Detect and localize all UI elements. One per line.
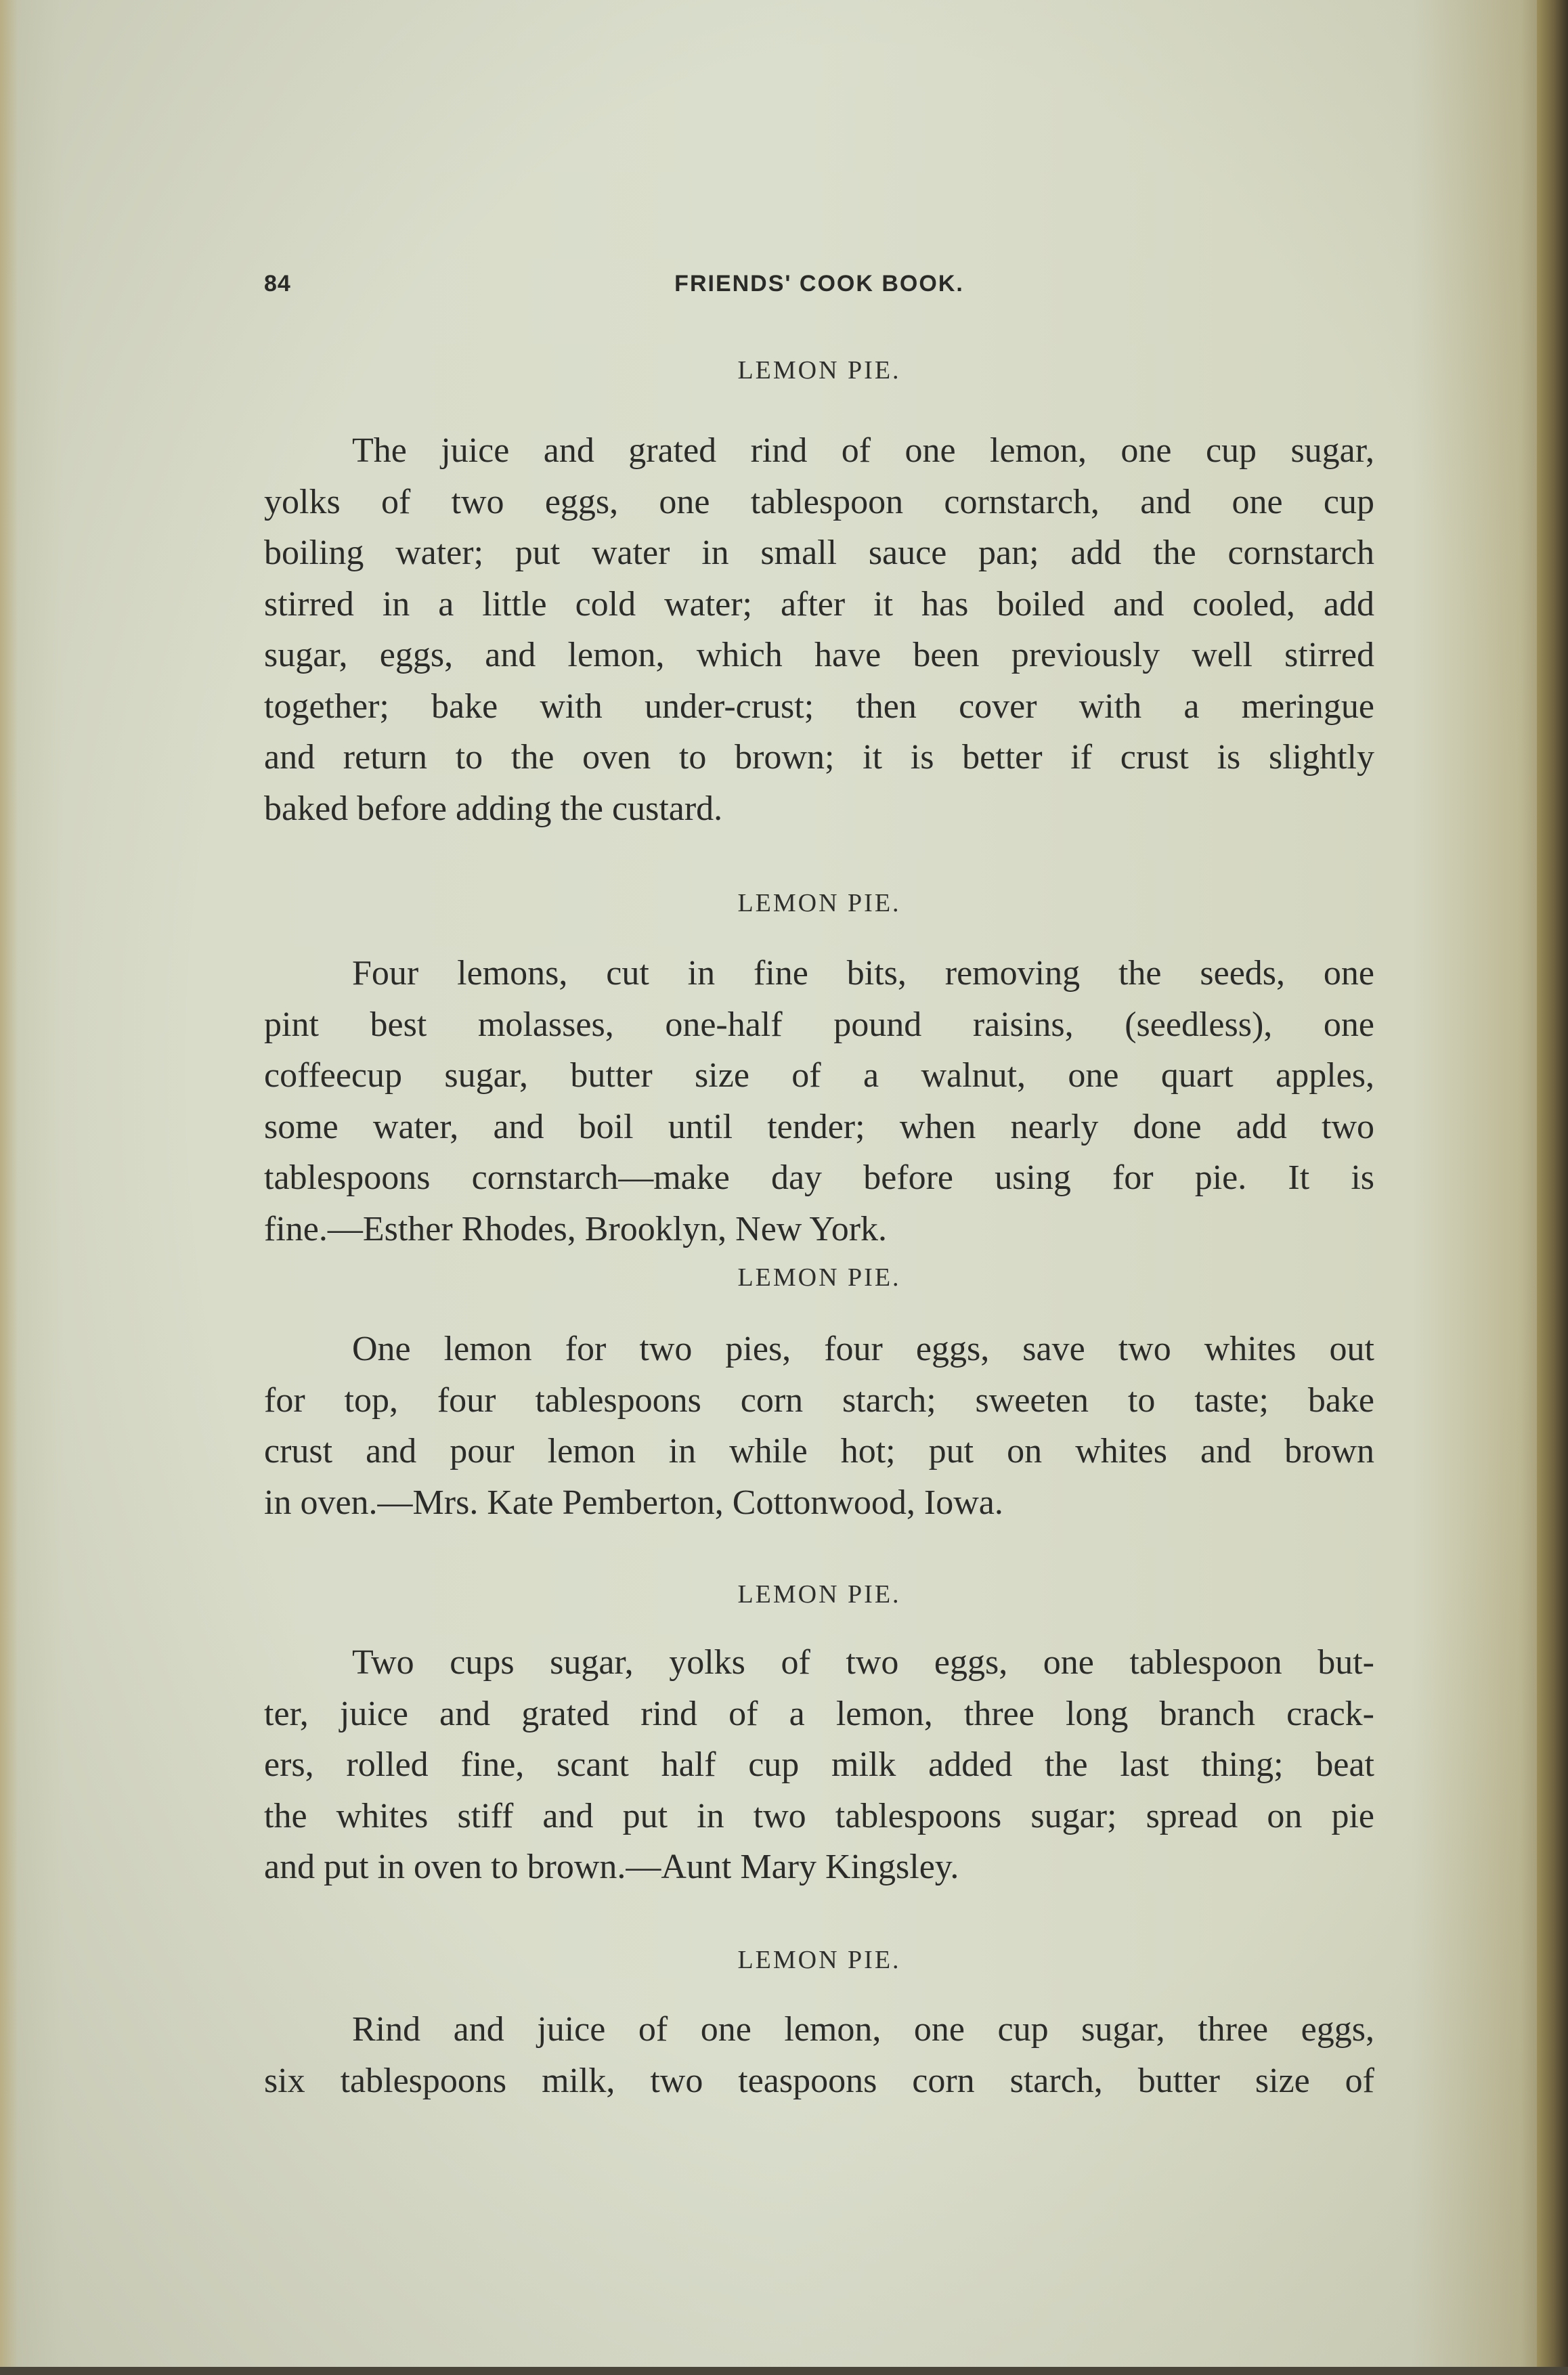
recipe-5-title: LEMON PIE.	[737, 1946, 901, 1974]
recipe-1-line-2: yolks of two eggs, one tablespoon cornstarch, and one cup	[264, 482, 1374, 521]
recipe-4-line-4: the whites stiff and put in two tablespoons sugar; spread on pie	[264, 1796, 1374, 1835]
recipe-1-line-7: and return to the oven to brown; it is better if crust is slightly	[264, 738, 1374, 777]
recipe-3-line-1: One lemon for two pies, four eggs, save two whites out	[352, 1330, 1374, 1368]
recipe-2-line-3: coffeecup sugar, butter size of a walnut, one quart apples,	[264, 1056, 1374, 1095]
recipe-4-body	[264, 1637, 1374, 1893]
recipe-3-line-3: crust and pour lemon in while hot; put on whites and brown	[264, 1432, 1374, 1470]
page-bottom-edge	[0, 2367, 1568, 2375]
recipe-4-title: LEMON PIE.	[737, 1580, 901, 1609]
recipe-1-body	[264, 425, 1374, 834]
recipe-4-line-2: ter, juice and grated rind of a lemon, three long branch crack-	[264, 1694, 1374, 1733]
recipe-3-body	[264, 1324, 1374, 1528]
recipe-2-line-2: pint best molasses, one-half pound raisins, (seedless), one	[264, 1005, 1374, 1044]
recipe-2-line-6: fine.—Esther Rhodes, Brooklyn, New York.	[264, 1209, 888, 1248]
recipe-5-body	[264, 2004, 1374, 2106]
page-spine-edge	[1537, 0, 1568, 2375]
recipe-1-line-1: The juice and grated rind of one lemon, one cup sugar,	[352, 431, 1374, 470]
recipe-2-line-1: Four lemons, cut in fine bits, removing the seeds, one	[352, 954, 1374, 993]
recipe-2-body	[264, 948, 1374, 1255]
book-title: FRIENDS' COOK BOOK.	[674, 271, 964, 297]
page-number: 84	[264, 271, 291, 297]
recipe-2-line-5: tablespoons cornstarch—make day before using for pie. It is	[264, 1158, 1374, 1197]
recipe-3-line-2: for top, four tablespoons corn starch; sweeten to taste; bake	[264, 1380, 1374, 1420]
recipe-4-line-5: and put in oven to brown.—Aunt Mary Kingsley.	[264, 1848, 959, 1886]
recipe-5-line-1: Rind and juice of one lemon, one cup sugar, three eggs,	[352, 2010, 1374, 2049]
recipe-1-line-8: baked before adding the custard.	[264, 789, 723, 828]
recipe-2-title: LEMON PIE.	[737, 889, 901, 917]
recipe-3-line-4: in oven.—Mrs. Kate Pemberton, Cottonwood, Iowa.	[264, 1483, 1003, 1522]
recipe-1-line-3: boiling water; put water in small sauce pan; add the cornstarch	[264, 533, 1374, 572]
recipe-1-line-6: together; bake with under-crust; then cover with a meringue	[264, 687, 1374, 726]
recipe-4-line-3: ers, rolled fine, scant half cup milk added the last thing; beat	[264, 1745, 1374, 1784]
recipe-2-line-4: some water, and boil until tender; when nearly done add two	[264, 1107, 1374, 1146]
recipe-5-line-2: six tablespoons milk, two teaspoons corn starch, butter size of	[264, 2061, 1374, 2100]
recipe-4-line-1: Two cups sugar, yolks of two eggs, one tablespoon but-	[352, 1643, 1374, 1682]
recipe-3-title: LEMON PIE.	[737, 1263, 901, 1292]
recipe-1-line-4: stirred in a little cold water; after it has boiled and cooled, add	[264, 584, 1374, 624]
recipe-1-line-5: sugar, eggs, and lemon, which have been previously well stirred	[264, 636, 1374, 674]
running-head	[264, 271, 1374, 311]
recipe-1-title: LEMON PIE.	[737, 356, 901, 385]
page-left-edge	[0, 0, 18, 2375]
